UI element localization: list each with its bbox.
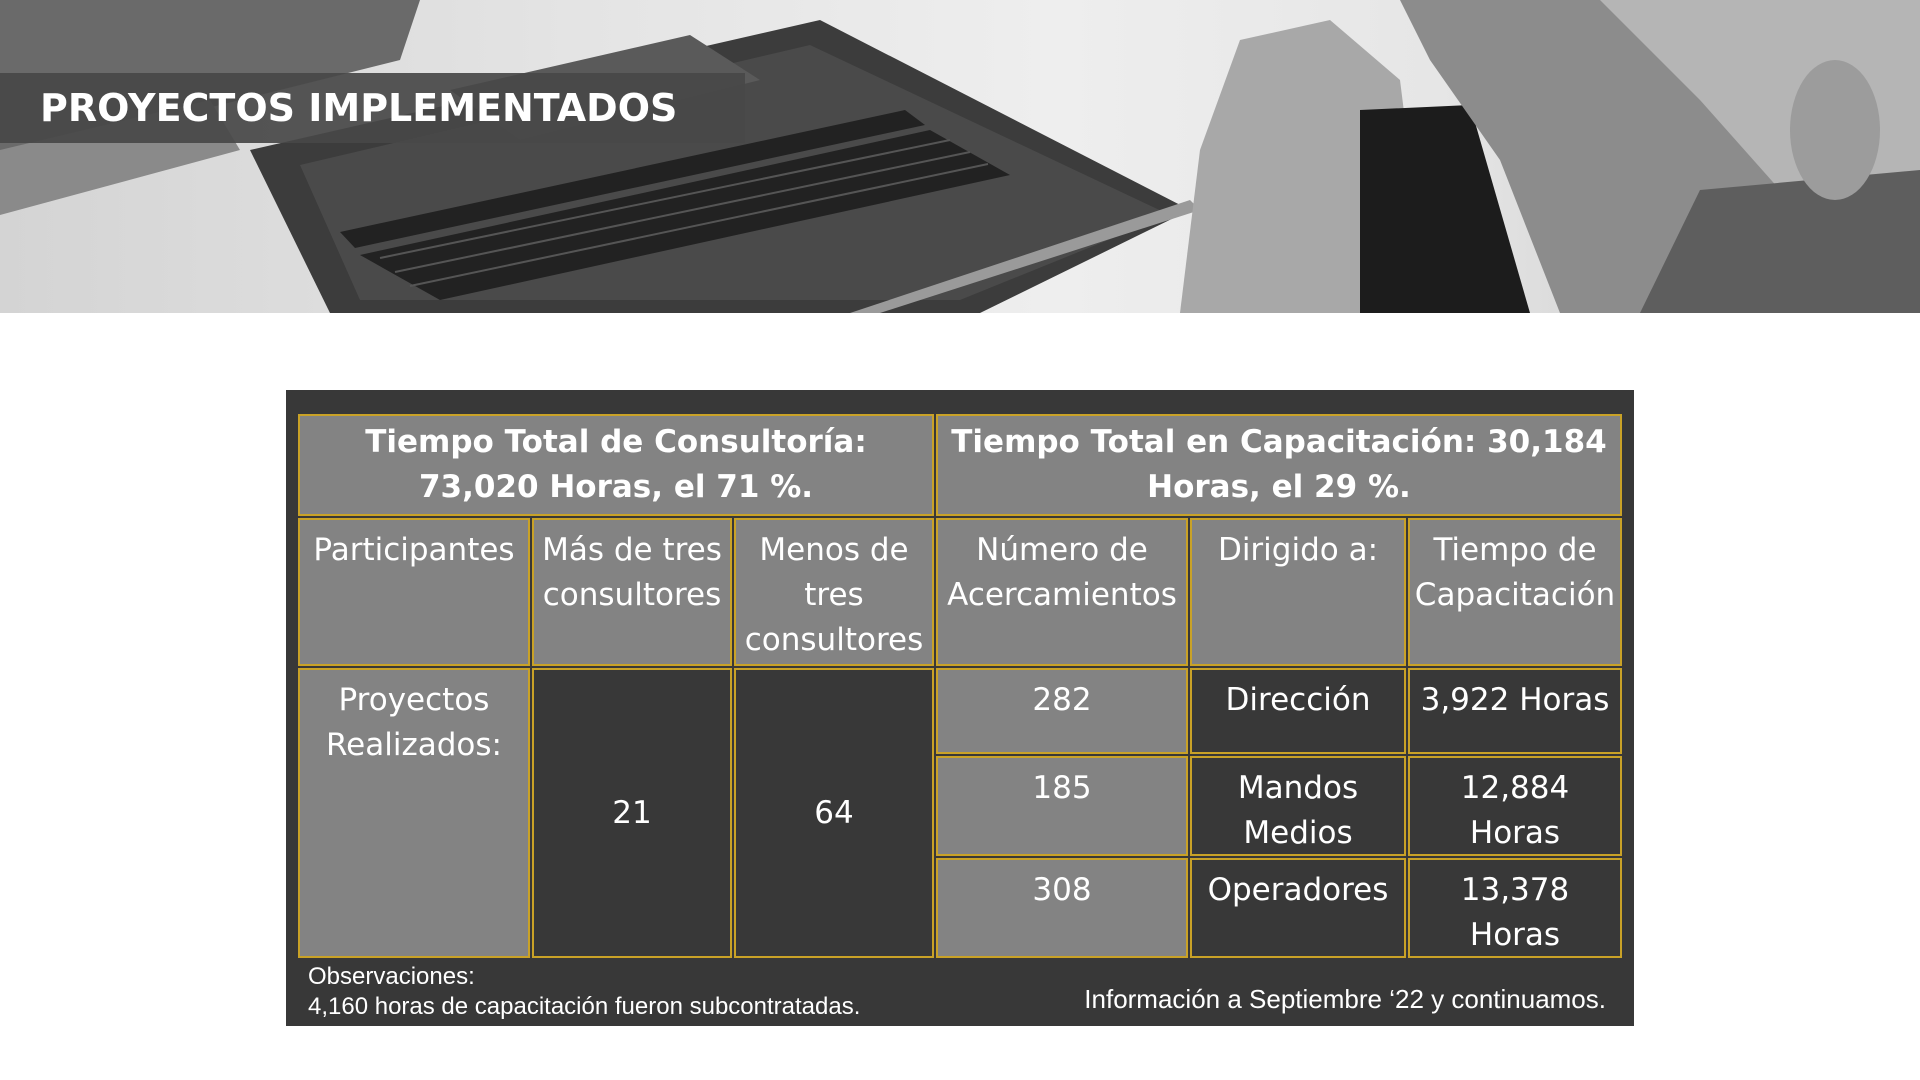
proyectos-line-1: Proyectos (338, 682, 490, 718)
tiempo-value: 3,922 Horas (1420, 682, 1610, 718)
mas-de-tres-value-cell (532, 668, 732, 958)
tiempo-line-2: Horas (1469, 917, 1561, 953)
header-mas-de-tres (532, 518, 732, 666)
acercamientos-value: 308 (1032, 872, 1092, 908)
mas-de-tres-value: 21 (612, 794, 652, 831)
page-title: PROYECTOS IMPLEMENTADOS (0, 73, 745, 143)
table-row-1-dirigido (1190, 668, 1406, 754)
table-row-3-acercamientos (936, 858, 1188, 958)
header-numero-line-1: Número de (976, 532, 1148, 568)
dirigido-value: Operadores (1207, 872, 1389, 908)
info-text: Información a Septiembre ‘22 y continuamos. (1084, 984, 1606, 1014)
table-row-2-acercamientos (936, 756, 1188, 856)
header-menos-line-3: consultores (744, 622, 924, 658)
dirigido-line-1: Mandos (1237, 770, 1359, 806)
header-participantes-label: Participantes (313, 532, 515, 568)
header-dirigido-label: Dirigido a: (1217, 532, 1379, 568)
header-numero-line-2: Acercamientos (947, 577, 1177, 613)
dirigido-value: Dirección (1225, 682, 1371, 718)
consultoria-line-2: 73,020 Horas, el 71 %. (418, 469, 814, 505)
table-row-1-tiempo (1408, 668, 1622, 754)
tiempo-line-1: 12,884 (1460, 770, 1570, 806)
tiempo-line-2: Horas (1469, 815, 1561, 851)
acercamientos-value: 282 (1032, 682, 1092, 718)
header-menos-de-tres (734, 518, 934, 666)
info-note (1084, 984, 1606, 1014)
capacitacion-line-2: Horas, el 29 %. (1147, 469, 1411, 505)
header-mas-line-2: consultores (542, 577, 722, 613)
menos-de-tres-value: 64 (814, 794, 854, 831)
header-tiempo-line-2: Capacitación (1414, 577, 1616, 613)
capacitacion-line-1: Tiempo Total en Capacitación: 30,184 (951, 424, 1607, 460)
acercamientos-value: 185 (1032, 770, 1092, 806)
table-row-3-tiempo (1408, 858, 1622, 958)
menos-de-tres-value-cell (734, 668, 934, 958)
header-menos-line-1: Menos de (759, 532, 909, 568)
header-menos-line-2: tres (804, 577, 864, 613)
table-row-3-dirigido (1190, 858, 1406, 958)
header-banner (0, 0, 1920, 313)
observaciones (308, 962, 860, 1022)
table-row-2-tiempo (1408, 756, 1622, 856)
observaciones-text: 4,160 horas de capacitación fueron subcontratadas. (308, 993, 861, 1020)
consultoria-total-cell (298, 414, 934, 516)
header-participantes (298, 518, 530, 666)
header-mas-line-1: Más de tres (542, 532, 722, 568)
capacitacion-total-cell (936, 414, 1622, 516)
laptop-photo (0, 0, 1920, 313)
header-tiempo-line-1: Tiempo de (1433, 532, 1597, 568)
proyectos-realizados-cell (298, 668, 530, 958)
header-tiempo-capacitacion (1408, 518, 1622, 666)
table-row-1-acercamientos (936, 668, 1188, 754)
tiempo-line-1: 13,378 (1460, 872, 1570, 908)
dirigido-line-2: Medios (1243, 815, 1353, 851)
proyectos-line-2: Realizados: (326, 727, 502, 763)
header-dirigido (1190, 518, 1406, 666)
consultoria-line-1: Tiempo Total de Consultoría: (365, 424, 867, 460)
header-numero-acercamientos (936, 518, 1188, 666)
observaciones-label: Observaciones: (308, 963, 475, 990)
projects-table-panel (286, 390, 1634, 1026)
table-row-2-dirigido (1190, 756, 1406, 856)
